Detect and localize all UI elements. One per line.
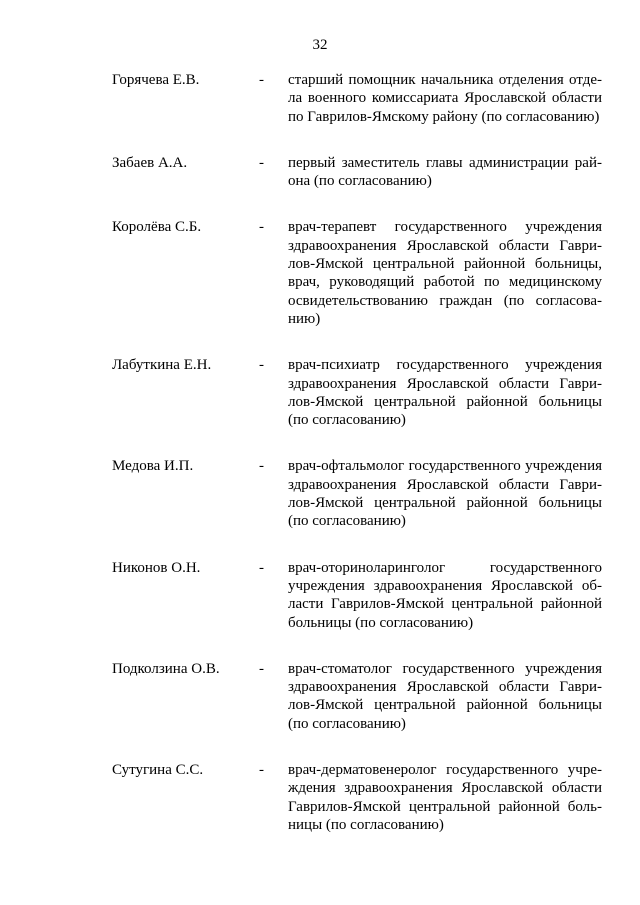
member-role: врач-офтальмолог государственного учреждения здравоохранения Ярославской области Гаврилов-Ямской центральной районной больницы (по согласованию) bbox=[288, 458, 602, 530]
member-dash: - bbox=[259, 762, 264, 779]
member-role: первый заместитель главы администрации района (по согласованию) bbox=[288, 154, 602, 190]
member-role: врач-дерматовенеролог государственного учреждения здравоохранения Ярославской области Гаврилов-Ямской центральной районной больницы (по согласованию) bbox=[288, 762, 602, 833]
member-role: врач-оториноларинголог государственного учреждения здравоохранения Ярославской области Гаврилов-Ямской центральной районной больницы (по согласованию) bbox=[288, 559, 602, 631]
member-entry bbox=[0, 559, 640, 632]
member-entry bbox=[0, 761, 640, 834]
member-dash: - bbox=[259, 660, 264, 677]
member-dash: - bbox=[259, 559, 264, 576]
member-entry bbox=[0, 356, 640, 429]
member-dash: - bbox=[259, 357, 264, 374]
member-name: Сутугина С.С. bbox=[112, 762, 204, 779]
member-entry bbox=[0, 218, 640, 328]
member-entry bbox=[0, 457, 640, 530]
commission-member-list bbox=[0, 71, 640, 862]
member-dash: - bbox=[259, 154, 264, 171]
member-name: Королёва С.Б. bbox=[112, 219, 202, 236]
member-role: старший помощник начальника отделения отдела военного комиссариата Ярославской области по Гаврилов-Ямскому району (по согласованию) bbox=[288, 72, 602, 125]
member-role: врач-терапевт государственного учреждения здравоохранения Ярославской области Гаврилов-Ямской центральной районной больницы, врач, руководящий работой по медицинскому освидетельствованию граждан (по согласованию) bbox=[288, 219, 602, 327]
member-name: Горячева Е.В. bbox=[112, 72, 200, 88]
page-number: 32 bbox=[312, 37, 328, 53]
member-name: Лабуткина Е.Н. bbox=[112, 357, 212, 374]
member-role: врач-стоматолог государственного учреждения здравоохранения Ярославской области Гаврилов-Ямской центральной районной больницы (по согласованию) bbox=[288, 660, 602, 732]
member-name: Подколзина О.В. bbox=[112, 660, 220, 677]
member-dash: - bbox=[259, 219, 264, 236]
member-name: Забаев А.А. bbox=[112, 154, 188, 171]
member-entry bbox=[0, 71, 640, 126]
member-role: врач-психиатр государственного учреждения здравоохранения Ярославской области Гаврилов-Ямской центральной районной больницы (по согласованию) bbox=[288, 357, 602, 429]
member-dash: - bbox=[259, 72, 264, 88]
member-dash: - bbox=[259, 458, 264, 475]
member-entry bbox=[0, 660, 640, 733]
member-entry bbox=[0, 154, 640, 191]
member-name: Никонов О.Н. bbox=[112, 559, 201, 576]
member-name: Медова И.П. bbox=[112, 458, 194, 475]
